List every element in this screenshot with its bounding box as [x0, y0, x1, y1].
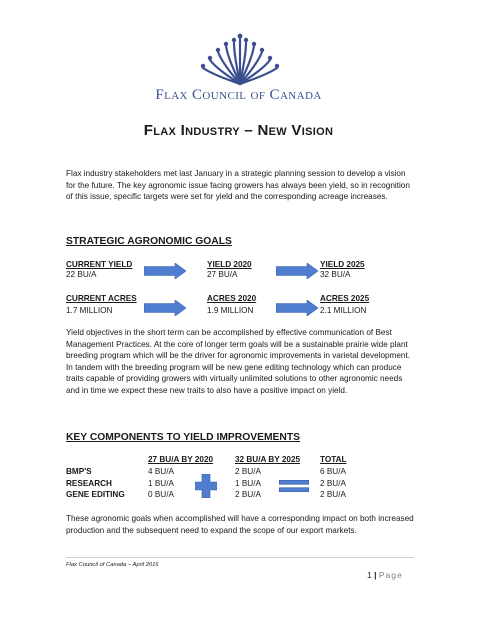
- column-header-2020: 27 BU/A BY 2020: [148, 455, 214, 464]
- row-value-2025: 1 BU/A: [235, 479, 261, 488]
- acres-2020-label: ACRES 2020: [207, 294, 257, 303]
- acres-2020-value: 1.9 MILLION: [207, 306, 254, 315]
- footer-divider: [66, 557, 414, 558]
- row-name: BMP'S: [66, 467, 92, 476]
- yield-2025-label: YIELD 2025: [320, 260, 365, 269]
- row-value-total: 2 BU/A: [320, 490, 346, 499]
- current-yield-label: CURRENT YIELD: [66, 260, 133, 269]
- yield-2020-value: 27 BU/A: [207, 270, 238, 279]
- goals-heading: STRATEGIC AGRONOMIC GOALS: [66, 236, 232, 247]
- acres-2025-value: 2.1 MILLION: [320, 306, 367, 315]
- page-word: Page: [378, 570, 403, 580]
- row-value-2020: 0 BU/A: [148, 490, 174, 499]
- footer-left-text: Flax Council of Canada – April 2016: [66, 562, 159, 568]
- components-paragraph: These agronomic goals when accomplished will have a corresponding impact on both increased production and the subsequent need to expand the scope of our export markets.: [66, 514, 414, 535]
- components-heading: KEY COMPONENTS TO YIELD IMPROVEMENTS: [66, 432, 301, 443]
- row-value-2025: 2 BU/A: [235, 490, 261, 499]
- page-number-value: 1: [367, 570, 372, 580]
- row-name: GENE EDITING: [66, 490, 125, 499]
- right-arrow-icon: [276, 300, 318, 316]
- intro-paragraph: Flax industry stakeholders met last January in a strategic planning session to develop a vision for the future. The key agronomic issue facing growers has always been yield, so in recognition of this issue, specific targets were set for yield and the corresponding acreage increases.: [66, 169, 410, 202]
- yield-2025-value: 32 BU/A: [320, 270, 351, 279]
- row-name: RESEARCH: [66, 479, 112, 488]
- row-value-total: 2 BU/A: [320, 479, 346, 488]
- equals-icon: [279, 480, 309, 492]
- right-arrow-icon: [144, 263, 186, 279]
- document-title: Flax Industry – New Vision: [143, 122, 334, 139]
- page-separator: |: [374, 570, 377, 580]
- row-value-total: 6 BU/A: [320, 467, 346, 476]
- right-arrow-icon: [276, 263, 318, 279]
- acres-2025-label: ACRES 2025: [320, 294, 370, 303]
- row-value-2020: 1 BU/A: [148, 479, 174, 488]
- row-value-2025: 2 BU/A: [235, 467, 261, 476]
- row-value-2020: 4 BU/A: [148, 467, 174, 476]
- plus-icon: [195, 474, 217, 498]
- page-number: [367, 570, 403, 580]
- column-header-total: TOTAL: [320, 455, 347, 464]
- goals-paragraph: Yield objectives in the short term can be accomplished by effective communication of Best Management Practices. At the core of longer term goals will be a sustainable prairie wide plant breeding program which will be the driver for agronomic improvements in varietal development. In tandem with the breeding program will be new gene editing technology which can produce traits capable of providing growers with virtually unlimited solutions to other agronomic needs and in time we expect these new traits to also have a positive impact on yield.: [66, 328, 411, 395]
- organization-name: Flax Council of Canada: [155, 87, 322, 103]
- right-arrow-icon: [144, 300, 186, 316]
- current-yield-value: 22 BU/A: [66, 270, 97, 279]
- yield-2020-label: YIELD 2020: [207, 260, 252, 269]
- current-acres-value: 1.7 MILLION: [66, 306, 113, 315]
- column-header-2025: 32 BU/A BY 2025: [235, 455, 301, 464]
- flax-flower-logo-icon: [190, 30, 290, 86]
- current-acres-label: CURRENT ACRES: [66, 294, 137, 303]
